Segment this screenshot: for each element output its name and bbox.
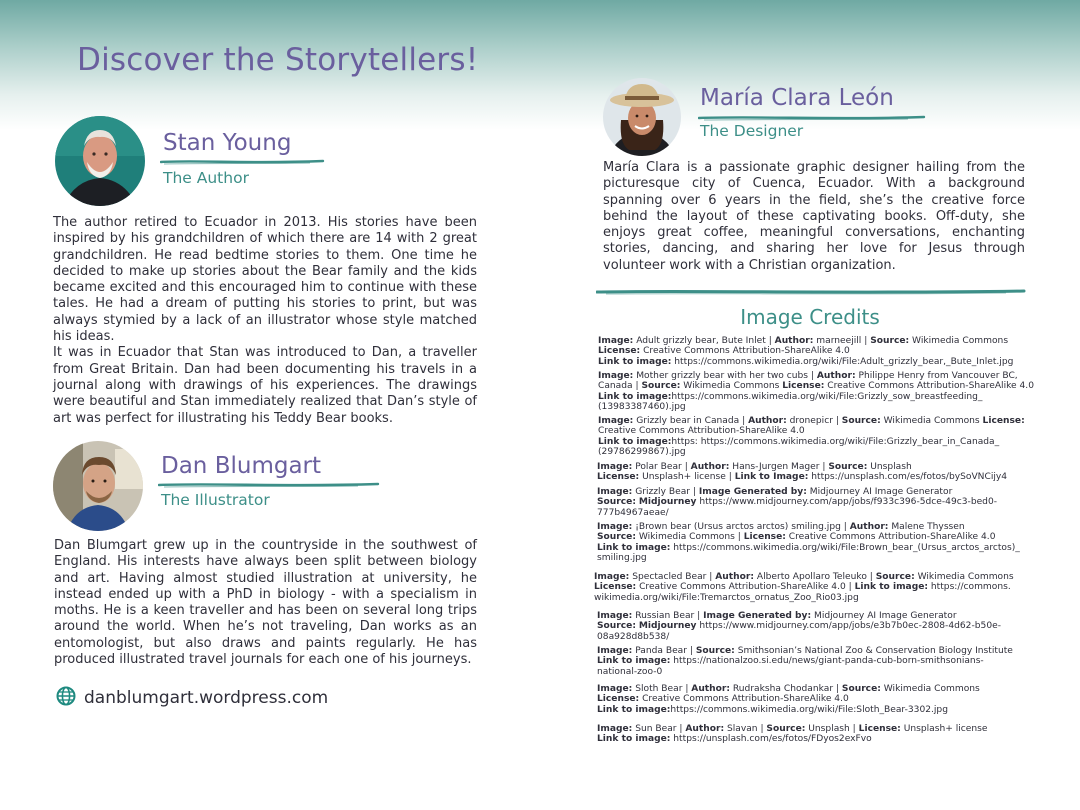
- credit-line: [597, 462, 1007, 472]
- credit-line: [597, 705, 980, 715]
- credit-text: Panda Bear |: [632, 646, 696, 656]
- credit-text: dronepicr |: [786, 416, 842, 426]
- credit-label: Source:: [870, 336, 910, 346]
- credit-text: Wikimedia Commons |: [635, 532, 744, 543]
- credit-line: [597, 611, 1001, 621]
- credit-line: [597, 553, 1020, 563]
- credit-entry: [597, 646, 1013, 677]
- credit-label: Image:: [598, 371, 634, 381]
- credit-line: [598, 392, 1034, 402]
- credit-line: [598, 426, 1025, 436]
- credit-text: Creative Commons Attribution-ShareAlike 4.0: [598, 426, 805, 437]
- credit-text: Malene Thyssen: [888, 522, 965, 532]
- credit-text: Unsplash+ license |: [639, 472, 735, 483]
- credit-text: Mother grizzly bear with her two cubs |: [633, 371, 817, 381]
- credit-text: Midjourney AI Image Generator: [806, 487, 953, 497]
- credit-text: Sloth Bear |: [632, 684, 692, 694]
- section-divider: [596, 287, 1026, 297]
- credit-text: Grizzly Bear |: [632, 487, 699, 497]
- credit-label: License:: [598, 346, 641, 357]
- image-credits-title: Image Credits: [740, 305, 880, 329]
- credit-label: Author:: [816, 371, 856, 381]
- dan-blumgart-role: The Illustrator: [161, 491, 270, 509]
- credit-line: [598, 437, 1025, 447]
- credit-text: Creative Commons Attribution-ShareAlike 4.0: [824, 381, 1034, 392]
- credit-text: marneejill |: [813, 336, 871, 346]
- credit-text: Hans-Jurgen Mager |: [729, 462, 829, 472]
- dan-blumgart-bio: Dan Blumgart grew up in the countryside in the southwest of England. His interests have always been split between biology and art. Having almost studied illustration at university, he instead ended up with a PhD in biology - with a specialism in moths. He is a keen traveller and has been on several long trips around the world. When he’s not traveling, Dan works as an entomologist, but also draws and paints regularly. He has produced illustrated travel journals for each one of his journeys.: [54, 538, 477, 668]
- credit-line: [598, 371, 1034, 381]
- credit-label: Source:: [828, 462, 868, 472]
- credit-text: wikimedia.org/wiki/File:Tremarctos_ornatus_Zoo_Rio03.jpg: [594, 592, 859, 603]
- credit-line: [597, 632, 1001, 642]
- website-row: [56, 686, 328, 710]
- maria-name-underline: [698, 114, 926, 122]
- credit-label: Link to Image:: [734, 472, 809, 483]
- credit-line: [598, 336, 1013, 346]
- credit-label: Image Generated by:: [698, 487, 807, 497]
- credit-entry: [597, 522, 1020, 564]
- stan-young-name: Stan Young: [163, 130, 292, 156]
- credit-line: [598, 402, 1034, 412]
- credit-line: [598, 381, 1034, 391]
- credit-label: Author:: [748, 416, 787, 426]
- credit-text: Alberto Apollaro Teleuko |: [753, 572, 876, 582]
- credit-label: Image:: [597, 487, 633, 497]
- credit-text: Slavan |: [724, 724, 767, 734]
- credit-label: Image:: [597, 611, 633, 621]
- credit-line: [598, 346, 1013, 356]
- credit-line: [597, 724, 988, 734]
- credit-text: Unsplash: [867, 462, 912, 472]
- credit-line: [597, 508, 997, 518]
- credit-line: [597, 532, 1020, 542]
- credit-label: Link to image:: [597, 656, 671, 667]
- credit-line: [597, 621, 1001, 631]
- credit-line: [597, 472, 1007, 482]
- credit-label: Image Generated by:: [703, 611, 812, 621]
- credit-label: Source:: [597, 621, 636, 632]
- credit-entry: [597, 724, 988, 745]
- credit-label: Image:: [594, 572, 630, 582]
- credit-text: Creative Commons Attribution-ShareAlike 4.0: [639, 694, 849, 705]
- stan-bio-paragraph-1: The author retired to Ecuador in 2013. His stories have been inspired by his grandchildren of which there are 14 with 2 great grandchildren. He read bedtime stories to them. One time he decided to make up stories about the Bear family and the kids became excited and this encouraged him to continue with these tales. He had a dream of putting his stories to print, but was always stymied by a lack of an illustrator whose style matched his ideas.: [53, 215, 477, 345]
- credit-text: Wikimedia Commons: [880, 416, 983, 426]
- dan-name-underline: [158, 481, 380, 489]
- credit-text: 777b4967aeae/: [597, 507, 669, 518]
- credit-label: License:: [982, 416, 1025, 426]
- credit-text: https://commons.wikimedia.org/wiki/File:Adult_grizzly_bear,_Bute_Inlet.jpg: [671, 356, 1014, 367]
- credit-label: Image:: [597, 646, 633, 656]
- credit-text: Canada |: [598, 381, 642, 392]
- credit-label: Image:: [598, 336, 634, 346]
- credit-label: Source:: [841, 684, 881, 694]
- credit-entry: [598, 371, 1034, 413]
- credit-entry: [597, 487, 997, 518]
- credit-text: https://commons.: [928, 582, 1011, 593]
- credit-text: Unsplash+ license: [900, 724, 988, 734]
- credit-line: [597, 684, 980, 694]
- credit-label: Author:: [849, 522, 889, 532]
- credit-text: Russian Bear |: [632, 611, 704, 621]
- credit-label: Link to image:: [597, 704, 671, 715]
- credit-text: Unsplash |: [805, 724, 859, 734]
- credit-label: Author:: [691, 684, 730, 694]
- credit-text: https://unsplash.com/es/fotos/FDyos2exFvo: [670, 734, 872, 745]
- maria-clara-leon-bio: María Clara is a passionate graphic designer hailing from the picturesque city of Cuenca, Ecuador. With a background spanning over 6 years in the field, she’s the creative force behind the layout of these captivating books. Off-duty, she enjoys great coffee, meaningful conversations, enchanting stories, dancing, and sharing her love for Jesus through volunteer work with a Christian organization.: [603, 160, 1025, 273]
- credit-label: Author:: [690, 462, 730, 472]
- maria-clara-leon-name: María Clara León: [700, 85, 894, 111]
- credit-text: https: https://commons.wikimedia.org/wiki/File:Grizzly_bear_in_Canada_: [671, 436, 1000, 447]
- credit-label: License:: [858, 724, 901, 734]
- stan-young-avatar: [55, 116, 145, 206]
- credit-line: [594, 582, 1014, 592]
- credit-text: Rudraksha Chodankar |: [729, 684, 842, 694]
- credit-text: Wikimedia Commons: [880, 684, 980, 694]
- credit-text: Creative Commons Attribution-ShareAlike 4.0: [785, 532, 996, 543]
- credit-entry: [598, 336, 1013, 367]
- credit-text: 08a928d8b538/: [597, 631, 670, 642]
- credit-text: (13983387460).jpg: [598, 402, 686, 413]
- credit-label: Source:: [875, 572, 915, 582]
- credit-label: Source:: [841, 416, 881, 426]
- credit-label: License:: [782, 381, 825, 392]
- credit-label: Image:: [597, 724, 633, 734]
- credit-line: [597, 694, 980, 704]
- credit-text: https://nationalzoo.si.edu/news/giant-panda-cub-born-smithsonians-: [670, 656, 984, 667]
- credit-text: https://commons.wikimedia.org/wiki/File:Grizzly_sow_breastfeeding_: [671, 391, 983, 402]
- credit-label: Link to image:: [597, 542, 671, 553]
- credit-text: Wikimedia Commons: [914, 572, 1014, 582]
- credit-label: Author:: [774, 336, 814, 346]
- credit-line: [594, 572, 1014, 582]
- credit-line: [597, 497, 997, 507]
- maria-clara-leon-role: The Designer: [700, 122, 804, 140]
- credit-label: Author:: [685, 724, 725, 734]
- credit-line: [598, 416, 1025, 426]
- credit-entry: [594, 572, 1014, 603]
- credit-label: Source:: [766, 724, 806, 734]
- dan-blumgart-avatar: [53, 441, 143, 531]
- stan-bio-paragraph-2: It was in Ecuador that Stan was introduced to Dan, a traveller from Great Britain. Dan had been documenting his travels in a journal along with drawings of his experiences. The drawings were beautiful and Stan immediately realized that Dan’s style of art was perfect for illustrating his Teddy Bear books.: [53, 345, 477, 426]
- credit-text: Wikimedia Commons: [909, 336, 1009, 346]
- credit-label: Image:: [597, 462, 633, 472]
- dan-blumgart-name: Dan Blumgart: [161, 453, 322, 479]
- stan-young-bio: [53, 215, 477, 427]
- credit-line: [598, 357, 1013, 367]
- credit-label: Midjourney: [638, 621, 697, 632]
- credit-text: (29786299867).jpg: [598, 447, 686, 458]
- credit-text: Sun Bear |: [632, 724, 686, 734]
- credit-line: [597, 522, 1020, 532]
- credit-label: Source:: [597, 497, 636, 508]
- credit-entry: [597, 684, 980, 715]
- maria-clara-leon-avatar: [603, 78, 681, 156]
- credit-label: Link to image:: [598, 391, 672, 402]
- credit-text: national-zoo-0: [597, 666, 663, 677]
- credit-entry: [598, 416, 1025, 458]
- credit-line: [597, 656, 1013, 666]
- credit-text: https://www.midjourney.com/app/jobs/e3b7b0ec-2808-4d62-b50e-: [696, 621, 1001, 632]
- credit-text: Adult grizzly bear, Bute Inlet |: [633, 336, 775, 346]
- credit-entry: [597, 462, 1007, 483]
- credit-label: License:: [743, 532, 786, 543]
- credit-text: Smithsonian’s National Zoo & Conservation Biology Institute: [734, 646, 1013, 656]
- credit-label: License:: [597, 472, 640, 483]
- credit-line: [597, 734, 988, 744]
- credit-text: Spectacled Bear |: [629, 572, 716, 582]
- credit-text: https://commons.wikimedia.org/wiki/File:Brown_bear_(Ursus_arctos_arctos)_: [670, 542, 1020, 553]
- credit-label: Image:: [597, 522, 633, 532]
- credit-text: https://commons.wikimedia.org/wiki/File:Sloth_Bear-3302.jpg: [670, 704, 948, 715]
- credit-line: [598, 447, 1025, 457]
- credit-text: Wikimedia Commons: [680, 381, 783, 392]
- credit-line: [597, 667, 1013, 677]
- credit-label: Source:: [695, 646, 735, 656]
- credit-line: [597, 487, 997, 497]
- stan-young-role: The Author: [163, 169, 249, 187]
- credit-text: smiling.jpg: [597, 553, 647, 564]
- page-title: Discover the Storytellers!: [77, 42, 479, 78]
- credit-label: Link to image:: [854, 582, 929, 593]
- credit-label: Link to image:: [598, 436, 672, 447]
- credit-label: Image:: [598, 416, 634, 426]
- credit-text: Midjourney AI Image Generator: [811, 611, 957, 621]
- credit-label: Image:: [597, 684, 633, 694]
- credit-text: Creative Commons Attribution-ShareAlike 4.0 |: [636, 582, 855, 593]
- credit-line: [594, 593, 1014, 603]
- credit-text: https://unsplash.com/es/fotos/bySoVNCijy4: [808, 472, 1008, 483]
- credit-label: Midjourney: [638, 497, 697, 508]
- globe-icon: [56, 686, 76, 710]
- credit-text: Philippe Henry from Vancouver BC,: [855, 371, 1018, 381]
- credit-line: [597, 543, 1020, 553]
- credit-label: License:: [597, 694, 640, 705]
- credit-line: [597, 646, 1013, 656]
- credit-entry: [597, 611, 1001, 642]
- credit-text: Creative Commons Attribution-ShareAlike 4.0: [640, 346, 850, 357]
- website-link[interactable]: danblumgart.wordpress.com: [84, 688, 329, 708]
- credit-label: Source:: [597, 532, 636, 543]
- credit-label: Link to image:: [598, 356, 672, 367]
- credit-text: Grizzly bear in Canada |: [633, 416, 749, 426]
- credit-label: License:: [594, 582, 637, 593]
- credit-text: Polar Bear |: [632, 462, 691, 472]
- credit-text: https://www.midjourney.com/app/jobs/f933c396-5dce-49c3-bed0-: [696, 497, 998, 508]
- credit-text: ¡Brown bear (Ursus arctos arctos) smiling.jpg |: [632, 522, 850, 532]
- stan-name-underline: [160, 158, 325, 166]
- credit-label: Source:: [641, 381, 681, 392]
- credit-label: Author:: [715, 572, 754, 582]
- credit-label: Link to image:: [597, 734, 671, 745]
